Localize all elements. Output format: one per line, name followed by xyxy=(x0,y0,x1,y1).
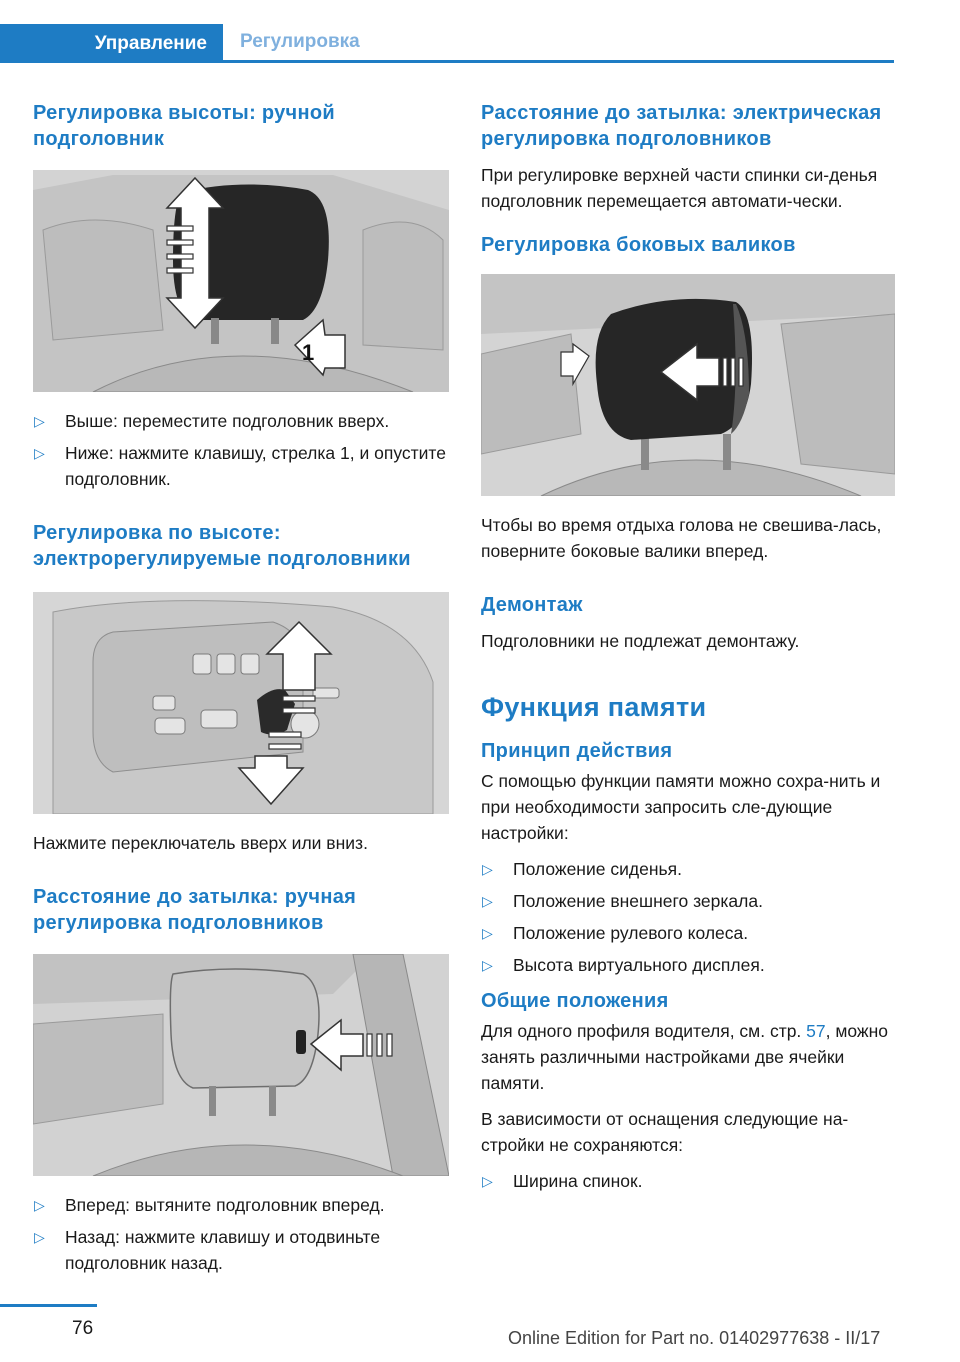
heading-removal: Демонтаж xyxy=(481,594,583,616)
paragraph-electric-distance: При регулировке верхней части спинки си-денья подголовник перемещается автомати-чески. xyxy=(481,165,878,211)
list-manual-height xyxy=(33,408,449,492)
list-item-text: Выше: переместите подголовник вверх. xyxy=(65,411,390,431)
paragraph-side-bolsters: Чтобы во время отдыха голова не свешива-лась, поверните боковые валики вперед. xyxy=(481,515,882,561)
list-item-text: Высота виртуального дисплея. xyxy=(513,955,765,975)
paragraph-not-saved: В зависимости от оснащения следующие на-стройки не сохраняются: xyxy=(481,1109,849,1155)
heading-memory-function: Функция памяти xyxy=(481,692,707,722)
header-tab-inactive-label: Регулировка xyxy=(240,31,360,52)
heading-electric-height: Регулировка по высоте: электрорегулируемые подголовники xyxy=(33,522,411,570)
footer-rule xyxy=(0,1304,97,1307)
list-item xyxy=(481,888,895,914)
bullet-marker-icon: ▷ xyxy=(482,925,493,941)
heading-principle: Принцип действия xyxy=(481,740,673,762)
page-link[interactable]: 57 xyxy=(806,1021,826,1041)
header-tab-active[interactable] xyxy=(0,24,223,63)
left-column xyxy=(33,100,449,1286)
bullet-marker-icon: ▷ xyxy=(34,1197,45,1213)
figure-distance-headrest xyxy=(33,954,449,1176)
paragraph-removal: Подголовники не подлежат демонтажу. xyxy=(481,631,800,651)
bullet-marker-icon: ▷ xyxy=(34,445,45,461)
bullet-marker-icon: ▷ xyxy=(482,893,493,909)
list-item-text: Положение сиденья. xyxy=(513,859,682,879)
list-manual-distance xyxy=(33,1192,449,1276)
bullet-marker-icon: ▷ xyxy=(482,861,493,877)
paragraph-general-text-end: , можно занять различными настройками две ячейки памяти. xyxy=(481,1021,889,1093)
heading-side-bolsters: Регулировка боковых валиков xyxy=(481,234,796,256)
list-item-text: Ниже: нажмите клавишу, стрелка 1, и опустите подголовник. xyxy=(65,443,446,489)
paragraph-electric-height: Нажмите переключатель вверх или вниз. xyxy=(33,833,368,853)
right-column xyxy=(481,100,895,1204)
paragraph-general-text: Для одного профиля водителя, см. стр. xyxy=(481,1021,807,1041)
paragraph-principle: С помощью функции памяти можно сохра-нить и при необходимости запросить сле-дующие настройки: xyxy=(481,771,881,843)
list-item xyxy=(481,952,895,978)
list-item xyxy=(33,1224,449,1276)
list-item-text: Положение внешнего зеркала. xyxy=(513,891,763,911)
paragraph-general xyxy=(481,1018,895,1096)
bullet-marker-icon: ▷ xyxy=(34,413,45,429)
footer-edition: Online Edition for Part no. 01402977638 - II/17 xyxy=(508,1328,881,1348)
header-rule xyxy=(0,60,894,63)
figure-manual-headrest xyxy=(33,170,449,392)
bullet-marker-icon: ▷ xyxy=(482,1173,493,1189)
heading-manual-height: Регулировка высоты: ручной подголовник xyxy=(33,102,335,150)
heading-electric-distance: Расстояние до затылка: электрическая регулировка подголовников xyxy=(481,102,882,150)
figure-side-bolsters xyxy=(481,274,895,496)
list-item xyxy=(481,920,895,946)
list-item xyxy=(481,1168,895,1194)
bullet-marker-icon: ▷ xyxy=(34,1229,45,1245)
list-memory-settings xyxy=(481,856,895,978)
figure-callout-1: 1 xyxy=(302,340,315,365)
bullet-marker-icon: ▷ xyxy=(482,957,493,973)
list-item-text: Положение рулевого колеса. xyxy=(513,923,749,943)
list-item-text: Назад: нажмите клавишу и отодвиньте подголовник назад. xyxy=(65,1227,381,1273)
list-item xyxy=(33,440,449,492)
list-item-text: Вперед: вытяните подголовник вперед. xyxy=(65,1195,385,1215)
page-number: 76 xyxy=(72,1318,94,1339)
heading-general: Общие положения xyxy=(481,990,669,1012)
list-item xyxy=(33,1192,449,1218)
header-tab-active-label: Управление xyxy=(94,32,207,54)
list-item xyxy=(33,408,449,434)
list-item xyxy=(481,856,895,882)
figure-electric-switch xyxy=(33,592,449,814)
list-not-saved xyxy=(481,1168,895,1194)
heading-manual-distance: Расстояние до затылка: ручная регулировка подголовников xyxy=(33,886,357,934)
header-tab-inactive[interactable] xyxy=(240,24,360,60)
list-item-text: Ширина спинок. xyxy=(513,1171,643,1191)
